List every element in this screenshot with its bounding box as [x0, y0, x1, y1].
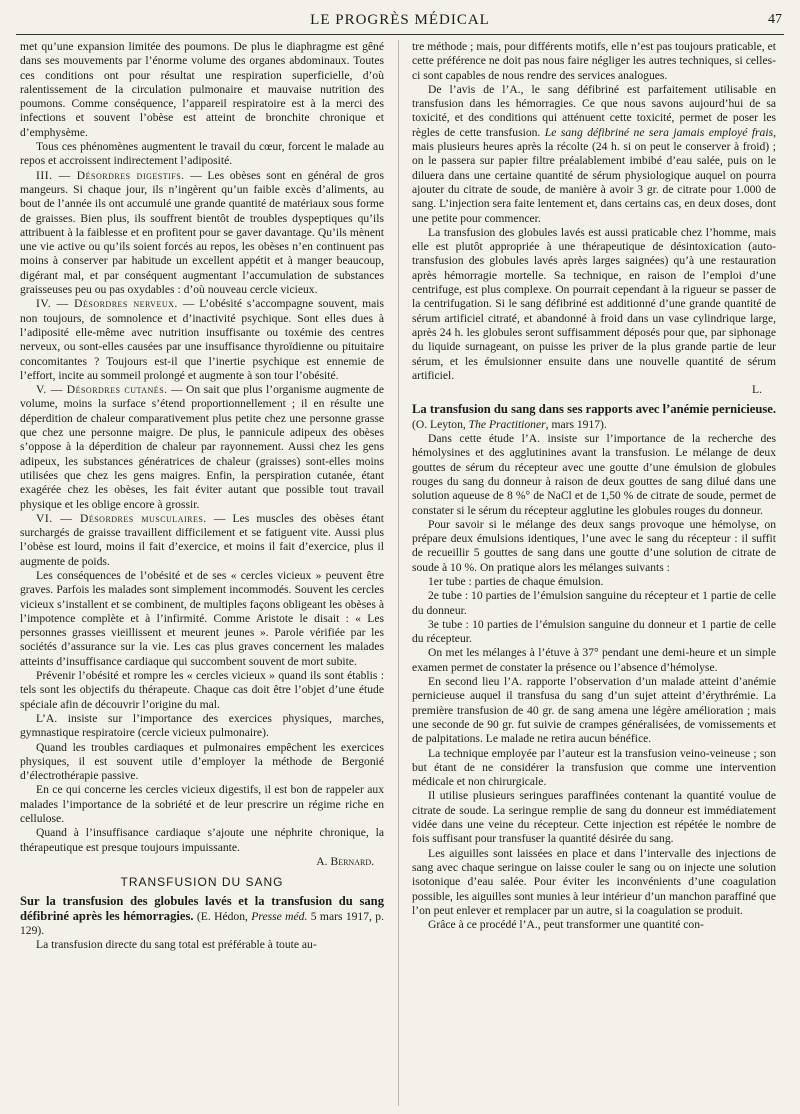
author-signature: L.: [752, 383, 762, 397]
paragraph: En ce qui concerne les cercles vicieux digestifs, il est bon de rappeler aux malades l’importance de la sobriété et de leur prescrire un régime riche en cellulose.: [20, 783, 384, 826]
journal-name: The Practitioner: [468, 417, 546, 431]
paragraph: Les aiguilles sont laissées en place et dans l’intervalle des injections de sang avec chaque seringue on laisse couler le sang ou on injecte une solution isotonique d’eau salée. Pour éviter les inconvénients d’une coagulation possible, les aiguilles sont munies à leur intérieur d’un manchon paraffiné que l’on peut enlever et remplacer par un autre, si la coagulation se produit.: [412, 846, 776, 917]
article-title: Sur la transfusion des globules lavés et la transfusion du sang défibriné après les hémorragies.: [20, 893, 384, 923]
page-header: [16, 10, 784, 35]
article-title: La transfusion du sang dans ses rapports avec l’anémie pernicieuse.: [412, 402, 776, 417]
article-heading: La transfusion du sang dans ses rapports avec l’anémie pernicieuse. (O. Leyton, The Practitioner, mars 1917).: [412, 402, 776, 431]
section-title: TRANSFUSION DU SANG: [120, 875, 284, 890]
subsection-heading: III. — Désordres digestifs.: [36, 168, 185, 182]
paragraph: Les conséquences de l’obésité et de ses « cercles vicieux » peuvent être graves. Parfois les malades sont simplement incommodés. Souvent les cercles vicieux s’installent et se combinent, de multiples façons obligeant les obèses à l’impotence complète et à l’infirmité. Comme Aristote le disait : « Les personnes grasses vieillissent et meurent jeunes ». Parole vérifiée par les sociétés d’assurance sur la vie. Les cas plus graves concernent les malades atteints d’insuffisance cardiaque qui succombent souvent de mort subite.: [20, 568, 384, 668]
subsection-heading: VI. — Désordres musculaires.: [36, 511, 207, 525]
paragraph: VI. — Désordres musculaires. — Les muscles des obèses étant surchargés de graisse travaillent difficilement et se fatiguent vite. Aussi plus l’obèse est lourd, moins il fait d’exercice, et moins il fait d’exercice, plus il augmente de poids.: [20, 511, 384, 568]
subsection-heading: IV. — Désordres nerveux.: [36, 297, 178, 311]
subsection-heading: V. — Désordres cutanés.: [36, 383, 168, 397]
paragraph: Quand les troubles cardiaques et pulmonaires empêchent les exercices physiques, il est souvent utile d’employer la méthode de Bergonié d’électrothérapie passive.: [20, 740, 384, 783]
paragraph: Il utilise plusieurs seringues paraffinées contenant la quantité voulue de citrate de soude. La seringue remplie de sang du donneur est immédiatement vidée dans une veine du récepteur. Cette injection est répétée le nombre de fois suffisant pour transfuser la quantité désirée du sang.: [412, 789, 776, 846]
page-number: 47: [768, 12, 782, 27]
journal-title: LE PROGRÈS MÉDICAL: [310, 12, 490, 28]
paragraph: La technique employée par l’auteur est la transfusion veino-veineuse ; son but étant de ne considérer la transfusion que comme une intervention médicale et non chirurgicale.: [412, 746, 776, 789]
paragraph: De l’avis de l’A., le sang défibriné est parfaitement utilisable en transfusion dans les hémorragies. Ce que nous savons aujourd’hui de sa toxicité, et des conditions qui atténuent cette toxicité, permet de poser les règles de cette transfusion. Le sang défibriné ne sera jamais employé frais, mais plusieurs heures après la récolte (24 h. si on peut le conserver à froid) ; on le passera sur papier filtre préalablement imbibé d’eau salée, puis on le diluera dans une certaine quantité de sérum physiologique auquel on pourra ajouter du citrate de soude, de manière à avoir 3 gr. de citrate pour 1.000 de sang. L’injection sera faite lentement et, dans certains cas, en deux doses, dont une petite pour commencer.: [412, 82, 776, 225]
paragraph: met qu’une expansion limitée des poumons. De plus le diaphragme est gêné dans ses mouvements par l’énorme volume des organes abdominaux. Toutes ces conditions ont pour résultat une respiration superficielle, d’où ralentissement de la circulation pulmonaire et mauvaise nutrition des poumons. Comme conséquence, l’appareil respiratoire est à la merci des infections et souvent l’obèse est atteint de bronchite chronique et d’emphysème.: [20, 40, 384, 139]
emphasis-text: Le sang défibriné ne sera jamais employé frais,: [544, 125, 776, 139]
paragraph: La transfusion directe du sang total est préférable à toute au-: [36, 938, 317, 952]
paragraph: L’A. insiste sur l’importance des exercices physiques, marches, gymnastique respiratoire (cercle vicieux pulmonaire).: [20, 711, 384, 740]
paragraph: tre méthode ; mais, pour différents motifs, elle n’est pas toujours praticable, et cette préférence ne doit pas nous faire négliger les autres techniques, si celles-ci sont capables de nous rendre des services analogues.: [412, 40, 776, 82]
paragraph: IV. — Désordres nerveux. — L’obésité s’accompagne souvent, mais non toujours, de somnolence et d’inactivité psychique. Sont elles dues à l’adiposité elle-même avec nutrition insuffisante ou toxémie des centres nerveux, ou sont-elles causées par une insuffisance thyroïdienne ou pituitaire concomitantes ? Toujours est-il que l’inertie psychique est ennemie de l’effort, incite au sommeil prolongé et augmente à son tour l’obésité.: [20, 297, 384, 382]
paragraph: V. — Désordres cutanés. — On sait que plus l’organisme augmente de volume, moins la surface s’étend proportionnellement ; il en résulte une déperdition de chaleur comparativement plus petite chez une personne grasse que chez une personne maigre. De plus, le pannicule adipeux des obèses s’oppose à la déperdition de chaleur par rayonnement. Aussi chez les gens adipeux, les substances génératrices de chaleur (graisses) sont-elles moins utilisées que chez les gens maigres. Enfin, la perspiration cutanée, étant exagérée chez les obèses, les fait éviter autant que possible tout travail physique et les oblige encore à grossir.: [20, 383, 384, 511]
paragraph: Quand à l’insuffisance cardiaque s’ajoute une néphrite chronique, la thérapeutique est presque toujours impuissante.: [20, 826, 384, 854]
paragraph: Prévenir l’obésité et rompre les « cercles vicieux » quand ils sont établis : tels sont les objectifs du thérapeute. Chaque cas doit être l’objet d’une étude spéciale afin de découvrir l’origine du mal.: [20, 669, 384, 711]
left-column: [20, 40, 384, 1108]
paragraph: 3e tube : 10 parties de l’émulsion sanguine du donneur et 1 partie de celle du récepteur.: [412, 617, 776, 646]
right-column: [412, 40, 776, 1108]
column-divider: [398, 40, 399, 1106]
paragraph: Pour savoir si le mélange des deux sangs provoque une hémolyse, on prépare deux émulsions identiques, l’une avec le sang du récepteur : il suffit de recueillir 5 gouttes de sang dans une goutte d’une solution de citrate de soude à 10 %. On pratique alors les mélanges suivants :: [412, 517, 776, 574]
author-signature: A. Bernard.: [316, 854, 374, 868]
paragraph: Grâce à ce procédé l’A., peut transformer une quantité con-: [428, 918, 704, 932]
paragraph: III. — Désordres digestifs. — Les obèses sont en général de gros mangeurs. Si chaque jour, ils n’ingèrent qu’un faible excès d’aliments, au bout de l’année ils ont accumulé une grande quantité de matériaux sous forme de graisses. Bien plus, ils souffrent bientôt de troubles dyspeptiques qu’ils attribuent à la faiblesse et en profitent pour se gaver davantage. Qu’ils mènent une vie active ou qu’ils soient forcés au repos, les obèses n’en continuent pas moins à conserver par habitude un excellent appétit et à manger beaucoup, digérant mal, et par conséquent augmentant l’accumulation de substances graisseuses peu ou pas oxydables : d’où nouveau cercle vicieux.: [20, 168, 384, 297]
journal-name: Presse méd.: [251, 909, 308, 923]
paragraph: Tous ces phénomènes augmentent le travail du cœur, forcent le malade au repos et accroissent indirectement l’adiposité.: [20, 140, 384, 168]
paragraph: En second lieu l’A. rapporte l’observation d’un malade atteint d’anémie pernicieuse auquel il transfusa du sang d’un sujet atteint d’érythrémie. La première transfusion de 40 gr. de sang amena une légère amélioration ; mais une seconde de 90 gr. fut suivie de crampes généralisées, de vomissements et de palpitations. Le malade ne retira aucun bénéfice.: [412, 675, 776, 746]
paragraph: 2e tube : 10 parties de l’émulsion sanguine du récepteur et 1 partie de celle du donneur.: [412, 589, 776, 617]
article-heading: Sur la transfusion des globules lavés et la transfusion du sang défibriné après les hémorragies. (E. Hédon, Presse méd. 5 mars 1917, p. 129).: [20, 893, 384, 938]
paragraph: On met les mélanges à l’étuve à 37° pendant une demi-heure et un simple examen permet de constater la présence ou l’absence d’hémolyse.: [412, 646, 776, 674]
paragraph: Dans cette étude l’A. insiste sur l’importance de la recherche des hémolysines et des agglutinines avant la transfusion. Le mélange de deux gouttes de sérum du récepteur avec une goutte d’une émulsion de globules rouges du sang du donneur à raison de deux gouttes de sang dilué dans une solution aqueuse de 8 %° de NaCl et de 1,50 % de citrate de soude, permet de constater si le sérum du récepteur agglutine les globules rouges du donneur.: [412, 432, 776, 517]
paragraph: 1er tube : parties de chaque émulsion.: [428, 574, 604, 588]
paragraph: La transfusion des globules lavés est aussi praticable chez l’homme, mais elle est plutôt appropriée à une thérapeutique de désintoxication (auto-transfusion des globules lavés après larges saignées) qu’à une restauration après hémorragie mortelle. Sa technique, en raison de l’emploi d’une centrifuge, est plus complexe. On pourrait cependant à la rigueur se passer de la centrifugation. Si le sang défibriné est additionné d’une grande quantité de sérum artificiel citraté, et abandonné à froid dans un vase cylindrique large, après 24 h. les globules seront suffisamment déposés pour que, par siphonage du liquide surnageant, on puisse les priver de la plus grande partie de leur sérum, et les émulsionner ensuite dans une nouvelle quantité de sérum artificiel.: [412, 225, 776, 382]
